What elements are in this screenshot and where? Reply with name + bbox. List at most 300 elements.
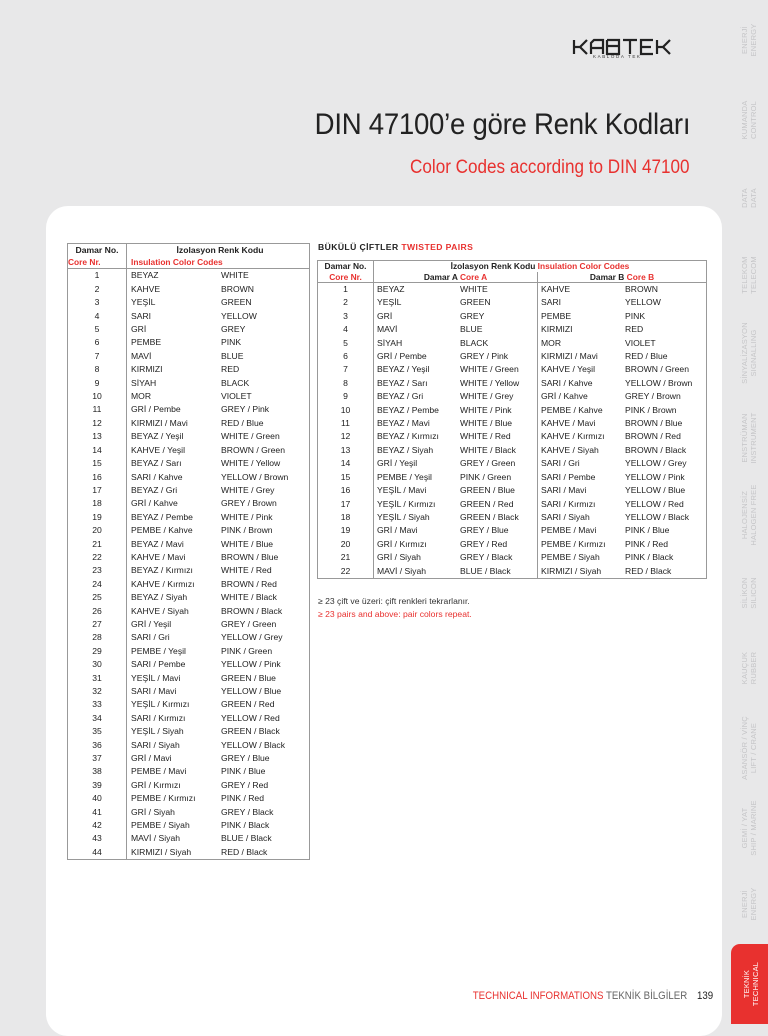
- table-row: [318, 350, 707, 363]
- column-header-core-a-en: Core A: [460, 271, 488, 282]
- core-b-tr-cell: SARI / Kahve: [541, 377, 593, 388]
- color-tr-cell: BEYAZ / Kırmızı: [131, 565, 193, 576]
- sidebar-item[interactable]: [729, 705, 768, 790]
- color-tr-cell: MOR: [131, 391, 152, 402]
- core-number-cell: 7: [68, 350, 127, 363]
- core-b-en-cell: YELLOW / Red: [625, 498, 684, 509]
- sidebar-item-label: [740, 716, 758, 780]
- core-number-cell: 5: [318, 337, 374, 350]
- color-en-cell: WHITE: [221, 270, 249, 281]
- table-row: [68, 484, 310, 497]
- color-en-cell: BROWN / Red: [221, 578, 277, 589]
- core-number-cell: 44: [68, 846, 127, 860]
- color-en-cell: GREEN: [221, 297, 252, 308]
- color-en-cell: YELLOW: [221, 310, 257, 321]
- column-header-color-code-en: Insulation Color Codes: [131, 257, 223, 268]
- core-b-en-cell: YELLOW / Black: [625, 511, 689, 522]
- color-en-cell: GREY / Blue: [221, 753, 270, 764]
- color-tr-cell: SARI: [131, 310, 152, 321]
- sidebar-item[interactable]: [729, 865, 768, 943]
- core-b-tr-cell: KAHVE: [541, 284, 571, 294]
- sidebar-item[interactable]: [729, 400, 768, 475]
- color-en-cell: GREY / Red: [221, 779, 269, 790]
- table-row: [318, 390, 707, 403]
- color-en-cell: GREY: [221, 324, 246, 335]
- core-number-cell: 37: [68, 752, 127, 765]
- table-row: [68, 350, 310, 363]
- sidebar-item[interactable]: [729, 310, 768, 395]
- color-tr-cell: BEYAZ: [131, 270, 159, 281]
- core-b-tr-cell: GRİ / Kahve: [541, 391, 588, 402]
- sidebar-item-label-en: INSTRUMENT: [748, 411, 758, 464]
- core-a-en-cell: GREEN: [458, 296, 538, 309]
- core-a-tr-cell: BEYAZ: [377, 284, 405, 294]
- color-en-cell: GREY / Black: [221, 806, 274, 817]
- color-tr-cell: KAHVE / Yeşil: [131, 444, 185, 455]
- sidebar-item-label-en: SILICON: [748, 576, 758, 609]
- color-en-cell: GREY / Brown: [221, 498, 277, 509]
- color-en-cell: BROWN / Black: [221, 605, 283, 616]
- core-a-en-cell: PINK / Green: [458, 471, 538, 484]
- color-tr-cell: BEYAZ / Mavi: [131, 538, 184, 549]
- color-tr-cell: GRİ / Kahve: [131, 498, 178, 509]
- core-b-en-cell: RED / Black: [625, 565, 672, 576]
- color-tr-cell: SARI / Pembe: [131, 659, 186, 670]
- table-row: [318, 337, 707, 350]
- core-number-cell: 28: [68, 631, 127, 644]
- table-row: [68, 698, 310, 711]
- sidebar-item-label: [740, 484, 758, 545]
- color-en-cell: PINK / Blue: [221, 766, 266, 777]
- core-a-en-cell: GREY / Red: [458, 538, 538, 551]
- table-row: [318, 363, 707, 376]
- sidebar-item-label: [740, 322, 758, 384]
- color-tr-cell: GRİ: [131, 324, 147, 335]
- color-code-table-body: [68, 269, 310, 860]
- color-code-table: [67, 243, 310, 860]
- core-number-cell: 19: [318, 524, 374, 537]
- core-number-cell: 1: [318, 283, 374, 297]
- sidebar-item[interactable]: [729, 555, 768, 630]
- core-number-cell: 9: [68, 377, 127, 390]
- core-b-tr-cell: KIRMIZI / Mavi: [541, 351, 598, 362]
- core-number-cell: 12: [318, 430, 374, 443]
- color-tr-cell: GRİ / Mavi: [131, 753, 172, 764]
- table-row: [318, 430, 707, 443]
- color-tr-cell: KAHVE / Kırmızı: [131, 578, 195, 589]
- core-a-en-cell: WHITE: [458, 283, 538, 297]
- sidebar-item-label-tr: ENSTRÜMAN: [739, 412, 749, 463]
- table-row: [318, 498, 707, 511]
- sidebar-item[interactable]: [729, 630, 768, 705]
- core-b-en-cell: YELLOW / Grey: [625, 458, 687, 469]
- core-b-en-cell: RED / Blue: [625, 351, 668, 362]
- color-tr-cell: BEYAZ / Siyah: [131, 592, 188, 603]
- core-number-cell: 3: [68, 296, 127, 309]
- core-number-cell: 36: [68, 739, 127, 752]
- core-b-tr-cell: KIRMIZI / Siyah: [541, 565, 602, 576]
- table-row: [68, 591, 310, 604]
- twisted-pairs-heading-en: TWISTED PAIRS: [401, 242, 474, 252]
- core-number-cell: 11: [318, 417, 374, 430]
- note-en: ≥ 23 pairs and above: pair colors repeat.: [318, 609, 472, 619]
- sidebar-item-label-tr: TEKNİK: [741, 969, 751, 999]
- table-row: [68, 658, 310, 671]
- sidebar-item-label-en: RUBBER: [748, 651, 758, 684]
- core-number-cell: 2: [318, 296, 374, 309]
- core-b-en-cell: PINK / Red: [625, 538, 668, 549]
- core-number-cell: 41: [68, 806, 127, 819]
- core-a-tr-cell: GRİ / Kırmızı: [377, 538, 427, 549]
- core-b-en-cell: GREY / Brown: [625, 391, 681, 402]
- color-tr-cell: YEŞİL / Kırmızı: [131, 699, 190, 710]
- table-row: [318, 457, 707, 470]
- table-row: [68, 403, 310, 416]
- core-number-cell: 31: [68, 672, 127, 685]
- color-tr-cell: KIRMIZI: [131, 364, 163, 375]
- core-number-cell: 21: [318, 551, 374, 564]
- category-sidebar: [729, 0, 768, 1024]
- core-b-tr-cell: KAHVE / Kırmızı: [541, 431, 605, 442]
- sidebar-item-label-en: TELECOM: [748, 256, 758, 294]
- core-number-cell: 7: [318, 363, 374, 376]
- core-number-cell: 14: [68, 444, 127, 457]
- footer-section-en: TECHNICAL INFORMATIONS: [472, 990, 604, 1002]
- core-number-cell: 4: [68, 310, 127, 323]
- color-en-cell: WHITE / Green: [221, 431, 280, 442]
- table-row: [318, 310, 707, 323]
- sidebar-item[interactable]: [729, 475, 768, 555]
- core-b-tr-cell: KAHVE / Mavi: [541, 418, 596, 429]
- core-a-en-cell: WHITE / Red: [458, 430, 538, 443]
- sidebar-item-label: [740, 651, 758, 683]
- color-tr-cell: SARI / Kahve: [131, 471, 183, 482]
- core-number-cell: 18: [68, 497, 127, 510]
- color-tr-cell: SARI / Kırmızı: [131, 712, 186, 723]
- core-b-en-cell: PINK / Black: [625, 552, 674, 563]
- core-a-tr-cell: BEYAZ / Siyah: [377, 444, 434, 455]
- sidebar-item-technical[interactable]: [731, 944, 768, 1024]
- core-b-en-cell: PINK: [625, 310, 646, 321]
- logo-tagline: KABLODA TEK: [593, 54, 642, 59]
- color-tr-cell: KAHVE / Siyah: [131, 605, 189, 616]
- sidebar-item-label: [742, 962, 760, 1006]
- core-a-tr-cell: BEYAZ / Gri: [377, 391, 424, 402]
- core-a-en-cell: BLUE / Black: [458, 565, 538, 579]
- color-tr-cell: YEŞİL / Siyah: [131, 726, 184, 737]
- core-b-en-cell: RED: [625, 324, 644, 335]
- core-number-cell: 22: [318, 565, 374, 579]
- core-number-cell: 5: [68, 323, 127, 336]
- core-a-tr-cell: SİYAH: [377, 337, 403, 348]
- sidebar-item-label-tr: ENERJİ: [739, 890, 749, 918]
- color-en-cell: WHITE / Yellow: [221, 458, 281, 469]
- core-a-en-cell: BLUE: [458, 323, 538, 336]
- sidebar-item[interactable]: [729, 0, 768, 80]
- sidebar-item-label: [740, 888, 758, 921]
- page-footer: [473, 990, 713, 1002]
- table-row: [68, 336, 310, 349]
- color-en-cell: WHITE / Red: [221, 565, 272, 576]
- core-b-en-cell: BROWN / Black: [625, 444, 687, 455]
- color-tr-cell: SARI / Mavi: [131, 686, 177, 696]
- sidebar-item-label-en: SIGNALLING: [748, 329, 758, 377]
- table-row: [68, 323, 310, 336]
- sidebar-item-label-tr: ENERJİ: [739, 26, 749, 54]
- color-tr-cell: PEMBE: [131, 337, 162, 348]
- color-en-cell: BROWN / Blue: [221, 551, 279, 562]
- page-number: 139: [696, 990, 713, 1002]
- core-a-tr-cell: MAVİ / Siyah: [377, 565, 427, 576]
- sidebar-item-label-tr: HALOJENSİZ: [739, 490, 749, 540]
- core-number-cell: 35: [68, 725, 127, 738]
- color-en-cell: BROWN: [221, 283, 254, 294]
- table-row: [68, 645, 310, 658]
- table-row: [68, 471, 310, 484]
- core-a-tr-cell: GRİ / Yeşil: [377, 458, 418, 469]
- table-row: [68, 269, 310, 283]
- core-number-cell: 32: [68, 685, 127, 698]
- core-a-en-cell: WHITE / Pink: [458, 404, 538, 417]
- core-b-en-cell: YELLOW / Pink: [625, 471, 685, 482]
- sidebar-item[interactable]: [729, 80, 768, 160]
- column-header-color-code-tr: İzolasyon Renk Kodu: [450, 261, 536, 271]
- core-number-cell: 27: [68, 618, 127, 631]
- sidebar-item-label-tr: KUMANDA: [739, 100, 749, 140]
- core-b-en-cell: BROWN / Red: [625, 431, 681, 442]
- column-header-color-code-en: Insulation Color Codes: [537, 261, 630, 271]
- table-row: [318, 565, 707, 579]
- core-b-tr-cell: PEMBE / Mavi: [541, 525, 597, 536]
- table-row: [68, 792, 310, 805]
- core-a-en-cell: WHITE / Grey: [458, 390, 538, 403]
- sidebar-item-label-tr: ASANSÖR / VİNÇ: [739, 715, 749, 780]
- sidebar-item-label: [740, 577, 758, 608]
- color-en-cell: RED: [221, 364, 240, 375]
- core-a-tr-cell: YEŞİL / Kırmızı: [377, 498, 436, 509]
- sidebar-item-technical-inner: [731, 944, 768, 1024]
- core-a-en-cell: GREEN / Red: [458, 498, 538, 511]
- core-b-en-cell: YELLOW / Brown: [625, 377, 693, 388]
- twisted-pairs-table: [317, 260, 707, 579]
- core-b-tr-cell: PEMBE / Siyah: [541, 552, 600, 563]
- core-b-en-cell: PINK / Brown: [625, 404, 677, 415]
- core-a-tr-cell: BEYAZ / Yeşil: [377, 364, 430, 375]
- core-number-cell: 16: [318, 484, 374, 497]
- table-row: [318, 511, 707, 524]
- table-row: [68, 457, 310, 470]
- table-row: [68, 832, 310, 845]
- color-en-cell: YELLOW / Blue: [221, 686, 282, 696]
- core-number-cell: 20: [68, 524, 127, 537]
- core-a-tr-cell: YEŞİL / Siyah: [377, 511, 430, 522]
- table-row: [68, 765, 310, 778]
- color-en-cell: GREEN / Blue: [221, 672, 276, 683]
- core-b-en-cell: YELLOW / Blue: [625, 485, 686, 496]
- core-number-cell: 10: [318, 404, 374, 417]
- table-row: [318, 538, 707, 551]
- column-header-core-nr-en: Core Nr.: [318, 272, 374, 283]
- core-a-tr-cell: MAVİ: [377, 324, 398, 335]
- core-a-tr-cell: GRİ / Siyah: [377, 552, 421, 563]
- table-row: [68, 752, 310, 765]
- core-number-cell: 8: [68, 363, 127, 376]
- color-tr-cell: KAHVE / Mavi: [131, 551, 186, 562]
- color-tr-cell: BEYAZ / Yeşil: [131, 431, 184, 442]
- core-number-cell: 26: [68, 605, 127, 618]
- core-a-en-cell: WHITE / Green: [458, 363, 538, 376]
- table-row: [318, 551, 707, 564]
- table-row: [318, 444, 707, 457]
- table-row: [68, 296, 310, 309]
- color-tr-cell: KIRMIZI / Siyah: [131, 846, 192, 857]
- color-en-cell: WHITE / Grey: [221, 484, 275, 495]
- table-row: [68, 417, 310, 430]
- core-number-cell: 34: [68, 712, 127, 725]
- table-row: [318, 484, 707, 497]
- table-row: [318, 296, 707, 309]
- core-number-cell: 30: [68, 658, 127, 671]
- core-a-tr-cell: GRİ / Mavi: [377, 525, 418, 536]
- sidebar-item[interactable]: [729, 160, 768, 235]
- core-a-tr-cell: BEYAZ / Kırmızı: [377, 431, 439, 442]
- core-number-cell: 16: [68, 471, 127, 484]
- table-row: [318, 323, 707, 336]
- table-row: [68, 524, 310, 537]
- core-number-cell: 2: [68, 283, 127, 296]
- color-en-cell: GREEN / Red: [221, 699, 275, 710]
- core-a-en-cell: GREY / Green: [458, 457, 538, 470]
- sidebar-item-label: [740, 412, 758, 463]
- core-number-cell: 15: [68, 457, 127, 470]
- color-tr-cell: SİYAH: [131, 377, 157, 388]
- sidebar-item-label: [740, 188, 758, 208]
- table-row: [68, 578, 310, 591]
- sidebar-item-label-tr: SİNYALİZASYON: [739, 321, 749, 384]
- sidebar-item-label-en: SHIP / MARINE: [748, 799, 758, 856]
- core-number-cell: 1: [68, 269, 127, 283]
- color-tr-cell: SARI / Siyah: [131, 739, 180, 750]
- column-header-core-b-tr: Damar B: [589, 271, 625, 282]
- sidebar-item-label-en: ENERGY: [748, 887, 758, 921]
- column-header-core-nr: Damar No.: [318, 261, 374, 272]
- color-en-cell: YELLOW / Red: [221, 712, 280, 723]
- color-en-cell: VIOLET: [221, 391, 252, 402]
- color-en-cell: BLACK: [221, 377, 250, 388]
- table-row: [318, 377, 707, 390]
- core-b-en-cell: BROWN: [625, 284, 658, 294]
- core-number-cell: 42: [68, 819, 127, 832]
- color-en-cell: PINK / Green: [221, 645, 273, 656]
- core-a-tr-cell: YEŞİL: [377, 297, 402, 308]
- color-tr-cell: YEŞİL / Mavi: [131, 672, 181, 683]
- table-row: [68, 310, 310, 323]
- sidebar-item-label-en: HALOGEN FREE: [748, 484, 758, 546]
- core-a-tr-cell: GRİ: [377, 310, 393, 321]
- table-row: [68, 819, 310, 832]
- table-row: [68, 631, 310, 644]
- core-number-cell: 3: [318, 310, 374, 323]
- core-b-tr-cell: SARI / Gri: [541, 458, 580, 469]
- core-b-tr-cell: SARI / Mavi: [541, 485, 587, 496]
- core-a-tr-cell: YEŞİL / Mavi: [377, 485, 427, 496]
- color-en-cell: WHITE / Black: [221, 592, 277, 603]
- core-a-en-cell: GREY / Pink: [458, 350, 538, 363]
- table-row: [68, 497, 310, 510]
- color-en-cell: YELLOW / Brown: [221, 471, 289, 482]
- core-a-en-cell: WHITE / Yellow: [458, 377, 538, 390]
- sidebar-item-label: [740, 24, 758, 57]
- color-tr-cell: PEMBE / Yeşil: [131, 645, 186, 656]
- core-a-en-cell: WHITE / Black: [458, 444, 538, 457]
- table-row: [68, 739, 310, 752]
- sidebar-item-label: [740, 101, 758, 140]
- color-tr-cell: BEYAZ / Pembe: [131, 511, 193, 522]
- core-b-tr-cell: PEMBE / Kahve: [541, 404, 603, 415]
- sidebar-item[interactable]: [729, 790, 768, 865]
- core-b-tr-cell: SARI / Siyah: [541, 511, 590, 522]
- twisted-pairs-heading: [318, 242, 473, 252]
- color-en-cell: GREY / Pink: [221, 404, 270, 415]
- table-row: [68, 430, 310, 443]
- column-header-core-nr: Damar No.: [68, 244, 127, 258]
- table-row: [68, 377, 310, 390]
- color-en-cell: WHITE / Blue: [221, 538, 274, 549]
- sidebar-item-label-tr: DATA: [739, 187, 749, 208]
- table-row: [68, 605, 310, 618]
- core-b-tr-cell: SARI / Pembe: [541, 471, 596, 482]
- core-a-tr-cell: BEYAZ / Pembe: [377, 404, 439, 415]
- sidebar-item-label-en: LIFT / CRANE: [748, 722, 758, 773]
- footer-section-tr: TEKNİK BİLGİLER: [605, 990, 688, 1002]
- core-number-cell: 33: [68, 698, 127, 711]
- table-row: [68, 551, 310, 564]
- core-b-en-cell: BROWN / Green: [625, 364, 689, 375]
- table-row: [68, 511, 310, 524]
- sidebar-item-label-tr: KAUÇUK: [739, 651, 749, 684]
- color-tr-cell: PEMBE / Kırmızı: [131, 793, 196, 804]
- core-a-tr-cell: BEYAZ / Mavi: [377, 418, 430, 429]
- sidebar-item-label-en: DATA: [748, 187, 758, 208]
- core-a-tr-cell: PEMBE / Yeşil: [377, 471, 432, 482]
- brand-logo: [572, 38, 690, 64]
- core-a-tr-cell: BEYAZ / Sarı: [377, 377, 428, 388]
- sidebar-item-label-en: CONTROL: [748, 100, 758, 140]
- core-number-cell: 25: [68, 591, 127, 604]
- core-a-en-cell: GREY / Black: [458, 551, 538, 564]
- column-header-core-nr-en: Core Nr.: [68, 257, 127, 269]
- color-en-cell: PINK / Black: [221, 820, 270, 831]
- table-row: [68, 806, 310, 819]
- core-number-cell: 18: [318, 511, 374, 524]
- sidebar-item-label: [740, 256, 758, 294]
- core-a-en-cell: GREEN / Black: [458, 511, 538, 524]
- color-en-cell: PINK / Red: [221, 793, 264, 804]
- color-tr-cell: PEMBE / Siyah: [131, 820, 190, 831]
- table-row: [68, 564, 310, 577]
- core-b-en-cell: VIOLET: [625, 337, 656, 348]
- color-en-cell: GREEN / Black: [221, 726, 280, 737]
- core-b-en-cell: BROWN / Blue: [625, 418, 683, 429]
- core-number-cell: 14: [318, 457, 374, 470]
- color-tr-cell: KAHVE: [131, 283, 161, 294]
- core-number-cell: 19: [68, 511, 127, 524]
- sidebar-item[interactable]: [729, 240, 768, 310]
- table-row: [318, 404, 707, 417]
- table-row: [318, 283, 707, 297]
- column-header-core-b: [538, 272, 707, 283]
- color-tr-cell: KIRMIZI / Mavi: [131, 417, 188, 428]
